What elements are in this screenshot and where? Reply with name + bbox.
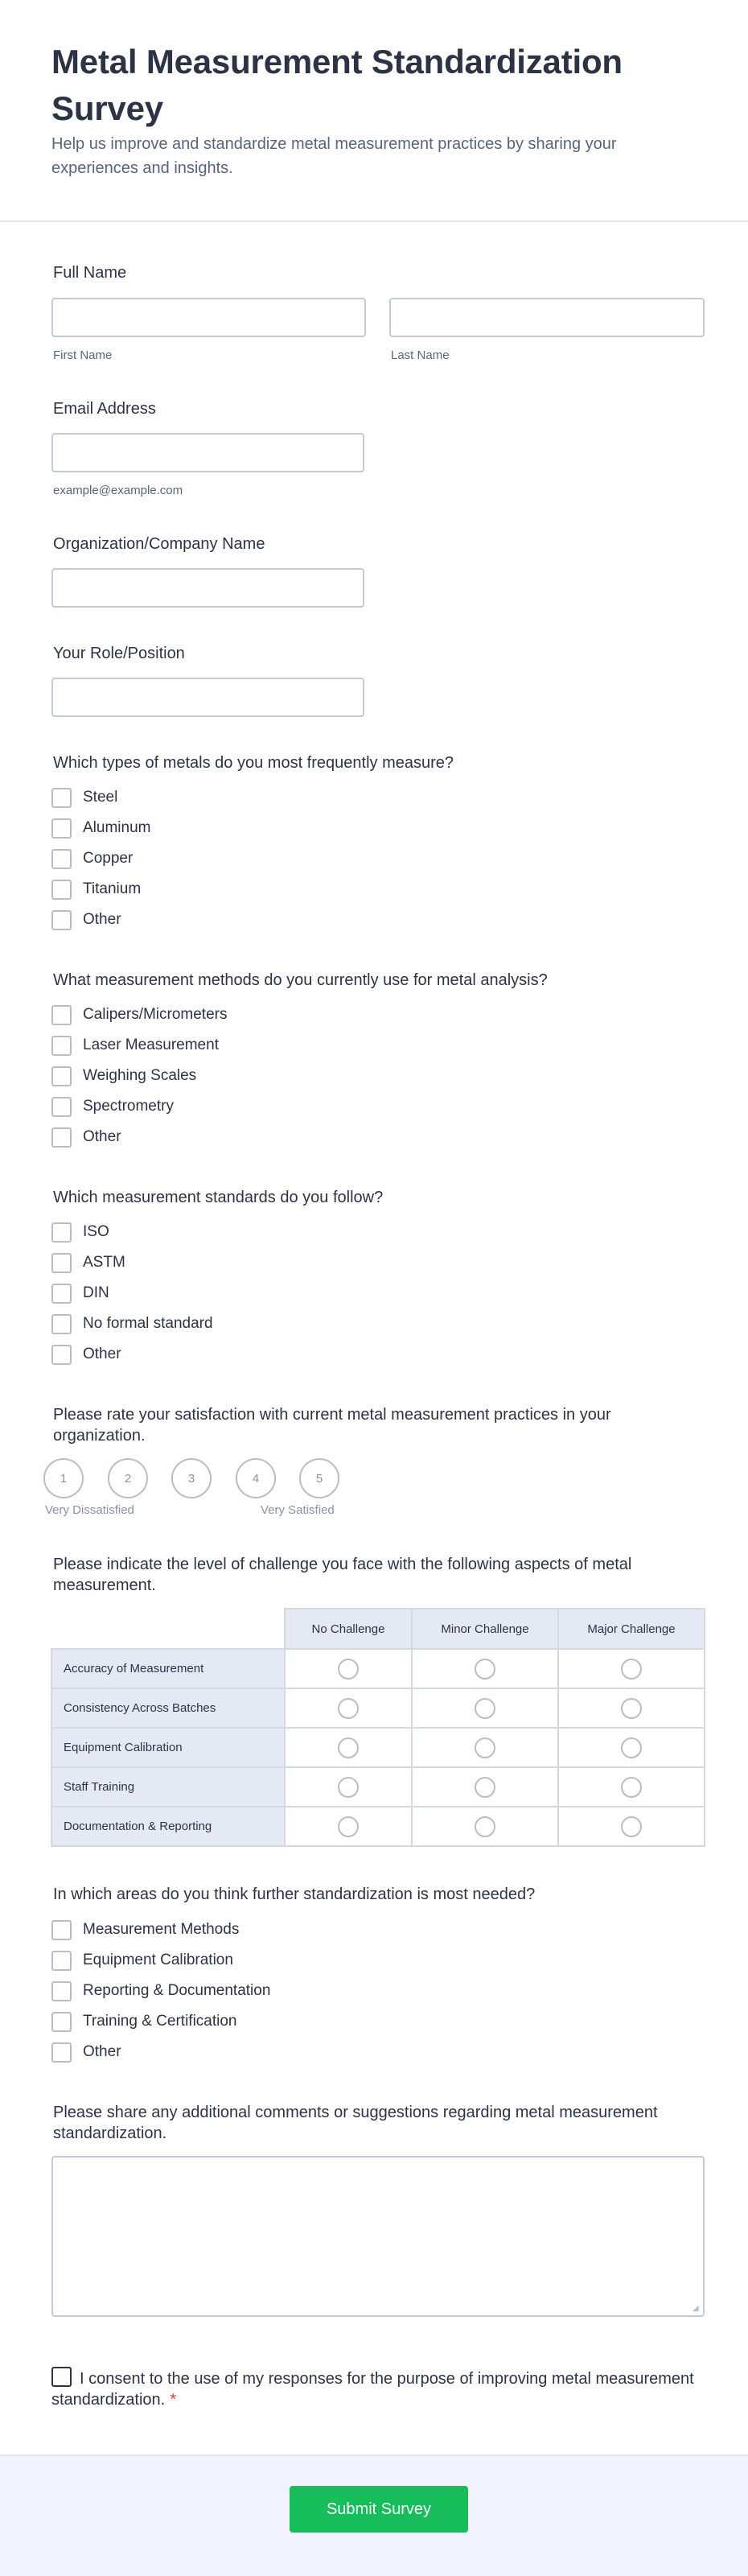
radio-button[interactable] <box>621 1737 642 1758</box>
comments-label: Please share any additional comments or suggestions regarding metal measurement standardization. <box>53 2104 658 2142</box>
method-option-calipers[interactable]: Calipers/Micrometers <box>51 1004 227 1026</box>
checkbox[interactable] <box>51 1345 72 1365</box>
standard-option-iso[interactable]: ISO <box>51 1221 109 1243</box>
radio-button[interactable] <box>621 1777 642 1798</box>
matrix-col-minor-challenge: Minor Challenge <box>412 1609 558 1649</box>
matrix-cell[interactable] <box>412 1728 558 1767</box>
checkbox[interactable] <box>51 1314 72 1334</box>
metals-label: Which types of metals do you most frequently measure? <box>53 754 454 772</box>
matrix-cell[interactable] <box>558 1728 705 1767</box>
metal-option-copper[interactable]: Copper <box>51 847 133 870</box>
first-name-sublabel: First Name <box>53 348 113 362</box>
method-option-scales[interactable]: Weighing Scales <box>51 1065 196 1087</box>
area-option-training[interactable]: Training & Certification <box>51 2010 236 2033</box>
organization-input[interactable] <box>51 568 364 608</box>
email-sublabel: example@example.com <box>53 484 183 497</box>
rating-3[interactable]: 3 <box>171 1458 212 1498</box>
matrix-cell[interactable] <box>285 1688 412 1728</box>
radio-button[interactable] <box>621 1816 642 1837</box>
role-input[interactable] <box>51 678 364 717</box>
radio-button[interactable] <box>621 1659 642 1680</box>
checkbox[interactable] <box>51 1097 72 1117</box>
checkbox[interactable] <box>51 849 72 869</box>
matrix-row-label: Documentation & Reporting <box>51 1807 285 1846</box>
matrix-row-label: Accuracy of Measurement <box>51 1649 285 1688</box>
radio-button[interactable] <box>338 1777 359 1798</box>
form-title: Metal Measurement Standardization Survey <box>51 43 623 127</box>
required-mark: * <box>170 2391 176 2409</box>
matrix-cell[interactable] <box>412 1649 558 1688</box>
rating-1[interactable]: 1 <box>43 1458 84 1498</box>
area-option-methods[interactable]: Measurement Methods <box>51 1919 239 1941</box>
matrix-row <box>51 1767 705 1807</box>
matrix-row <box>51 1688 705 1728</box>
comments-textarea[interactable] <box>51 2156 705 2317</box>
radio-button[interactable] <box>475 1659 495 1680</box>
submit-button[interactable]: Submit Survey <box>290 2486 468 2533</box>
matrix-cell[interactable] <box>285 1728 412 1767</box>
email-label: Email Address <box>53 400 156 418</box>
metal-option-aluminum[interactable]: Aluminum <box>51 817 150 839</box>
checkbox[interactable] <box>51 1981 72 2001</box>
method-option-laser[interactable]: Laser Measurement <box>51 1034 219 1057</box>
areas-label: In which areas do you think further standardization is most needed? <box>53 1886 536 1903</box>
checkbox[interactable] <box>51 880 72 900</box>
email-input[interactable] <box>51 433 364 472</box>
radio-button[interactable] <box>338 1816 359 1837</box>
matrix-cell[interactable] <box>558 1807 705 1846</box>
checkbox[interactable] <box>51 910 72 930</box>
full-name-label: Full Name <box>53 264 127 282</box>
rating-2[interactable]: 2 <box>108 1458 148 1498</box>
checkbox[interactable] <box>51 788 72 808</box>
checkbox[interactable] <box>51 1036 72 1056</box>
matrix-row-label: Consistency Across Batches <box>51 1688 285 1728</box>
matrix-row-label: Staff Training <box>51 1767 285 1807</box>
matrix-col-major-challenge: Major Challenge <box>558 1609 705 1649</box>
consent-row[interactable] <box>51 2367 695 2410</box>
matrix-row <box>51 1728 705 1767</box>
rating-high-caption: Very Satisfied <box>261 1503 335 1517</box>
checkbox[interactable] <box>51 1920 72 1940</box>
matrix-cell[interactable] <box>558 1649 705 1688</box>
radio-button[interactable] <box>475 1777 495 1798</box>
matrix-row-label: Equipment Calibration <box>51 1728 285 1767</box>
matrix-cell[interactable] <box>558 1767 705 1807</box>
matrix-row <box>51 1649 705 1688</box>
form-subtitle: Help us improve and standardize metal measurement practices by sharing your experiences and insights. <box>51 135 617 177</box>
challenge-label: Please indicate the level of challenge you face with the following aspects of metal measurement. <box>53 1556 632 1594</box>
form-header <box>0 0 748 222</box>
checkbox[interactable] <box>51 1951 72 1971</box>
checkbox[interactable] <box>51 1005 72 1025</box>
matrix-cell[interactable] <box>412 1688 558 1728</box>
radio-button[interactable] <box>475 1816 495 1837</box>
consent-checkbox[interactable] <box>51 2367 72 2387</box>
matrix-cell[interactable] <box>412 1767 558 1807</box>
standard-option-din[interactable]: DIN <box>51 1282 109 1304</box>
challenge-matrix-wrap <box>0 1608 748 1849</box>
radio-button[interactable] <box>621 1698 642 1719</box>
last-name-input[interactable] <box>389 298 705 337</box>
rating-low-caption: Very Dissatisfied <box>45 1503 134 1517</box>
form-footer <box>0 2454 748 2576</box>
standards-label: Which measurement standards do you follow? <box>53 1189 384 1206</box>
metal-option-titanium[interactable]: Titanium <box>51 878 141 901</box>
role-label: Your Role/Position <box>53 645 185 662</box>
standard-option-none[interactable]: No formal standard <box>51 1313 213 1335</box>
radio-button[interactable] <box>338 1659 359 1680</box>
checkbox[interactable] <box>51 2042 72 2063</box>
area-option-reporting[interactable]: Reporting & Documentation <box>51 1980 270 2002</box>
challenge-matrix <box>51 1608 705 1847</box>
matrix-corner <box>51 1609 285 1649</box>
consent-label: I consent to the use of my responses for the purpose of improving metal measurement standardization. <box>51 2370 694 2409</box>
area-option-calibration[interactable]: Equipment Calibration <box>51 1949 233 1972</box>
last-name-sublabel: Last Name <box>391 348 450 362</box>
checkbox[interactable] <box>51 818 72 839</box>
radio-button[interactable] <box>475 1737 495 1758</box>
method-option-other[interactable]: Other <box>51 1126 121 1148</box>
checkbox[interactable] <box>51 1284 72 1304</box>
method-option-spectrometry[interactable]: Spectrometry <box>51 1095 174 1118</box>
matrix-row <box>51 1807 705 1846</box>
standard-option-other[interactable]: Other <box>51 1343 121 1366</box>
metal-option-other[interactable]: Other <box>51 909 121 931</box>
organization-label: Organization/Company Name <box>53 535 265 553</box>
methods-label: What measurement methods do you currently use for metal analysis? <box>53 971 548 989</box>
satisfaction-label: Please rate your satisfaction with current metal measurement practices in your organization. <box>53 1406 611 1445</box>
radio-button[interactable] <box>475 1698 495 1719</box>
radio-button[interactable] <box>338 1698 359 1719</box>
matrix-cell[interactable] <box>285 1767 412 1807</box>
rating-4[interactable]: 4 <box>236 1458 276 1498</box>
checkbox[interactable] <box>51 1253 72 1273</box>
standard-option-astm[interactable]: ASTM <box>51 1251 125 1274</box>
area-option-other[interactable]: Other <box>51 2041 121 2063</box>
matrix-cell[interactable] <box>412 1807 558 1846</box>
checkbox[interactable] <box>51 1127 72 1148</box>
first-name-input[interactable] <box>51 298 366 337</box>
matrix-cell[interactable] <box>558 1688 705 1728</box>
metal-option-steel[interactable]: Steel <box>51 786 117 809</box>
matrix-cell[interactable] <box>285 1807 412 1846</box>
resize-grip-icon[interactable]: ◢ <box>693 2304 699 2313</box>
rating-5[interactable]: 5 <box>299 1458 339 1498</box>
radio-button[interactable] <box>338 1737 359 1758</box>
checkbox[interactable] <box>51 1066 72 1086</box>
checkbox[interactable] <box>51 1222 72 1243</box>
checkbox[interactable] <box>51 2012 72 2032</box>
matrix-col-no-challenge: No Challenge <box>285 1609 412 1649</box>
matrix-cell[interactable] <box>285 1649 412 1688</box>
